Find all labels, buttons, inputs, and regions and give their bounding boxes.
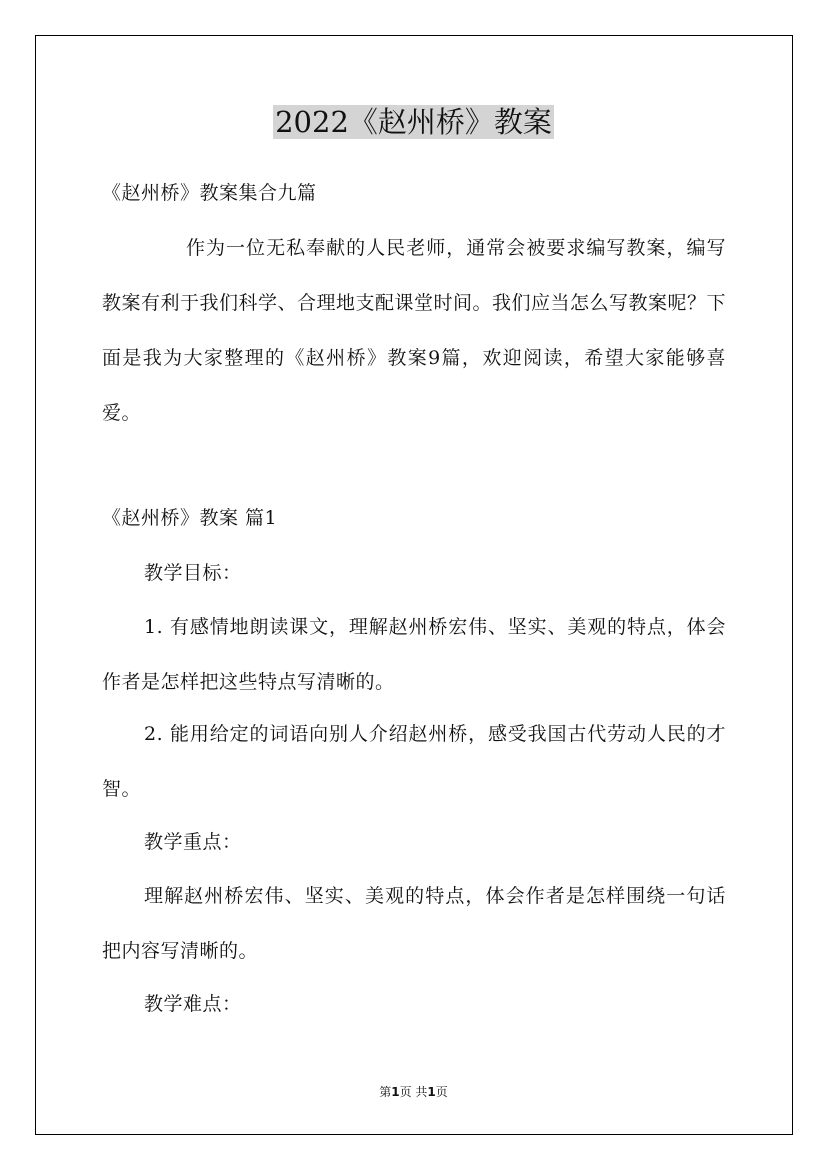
paragraph-key-points: 理解赵州桥宏伟、坚实、美观的特点，体会作者是怎样围绕一句话把内容写清晰的。 (102, 885, 726, 962)
paragraph-goal-1: 1. 有感情地朗读课文，理解赵州桥宏伟、坚实、美观的特点，体会作者是怎样把这些特点写清晰的。 (102, 616, 726, 693)
document-title-text: 2022《赵州桥》教案 (275, 105, 552, 139)
page-footer (0, 1083, 827, 1101)
paragraph-goal-2: 2. 能用给定的词语向别人介绍赵州桥，感受我国古代劳动人民的才智。 (102, 723, 726, 800)
paragraph-difficulties-heading: 教学难点： (144, 993, 242, 1015)
paragraph-key-points-heading: 教学重点： (144, 831, 242, 853)
footer-page-total: 1 (427, 1085, 436, 1099)
footer-page-suffix: 页 (435, 1085, 448, 1099)
footer-page-prefix: 第 (379, 1085, 392, 1099)
paragraph-teaching-goals-heading: 教学目标： (144, 562, 242, 584)
document-title (0, 100, 827, 144)
section-heading: 《赵州桥》教案 篇1 (102, 507, 278, 529)
document-subtitle: 《赵州桥》教案集合九篇 (102, 182, 317, 204)
footer-page-current: 1 (391, 1085, 400, 1099)
footer-page-mid: 页 共 (399, 1085, 428, 1099)
intro-paragraph: 作为一位无私奉献的人民老师，通常会被要求编写教案，编写教案有利于我们科学、合理地支配课堂时间。我们应当怎么写教案呢？下面是我为大家整理的《赵州桥》教案9篇，欢迎阅读，希望大家能够喜爱。 (102, 237, 727, 424)
